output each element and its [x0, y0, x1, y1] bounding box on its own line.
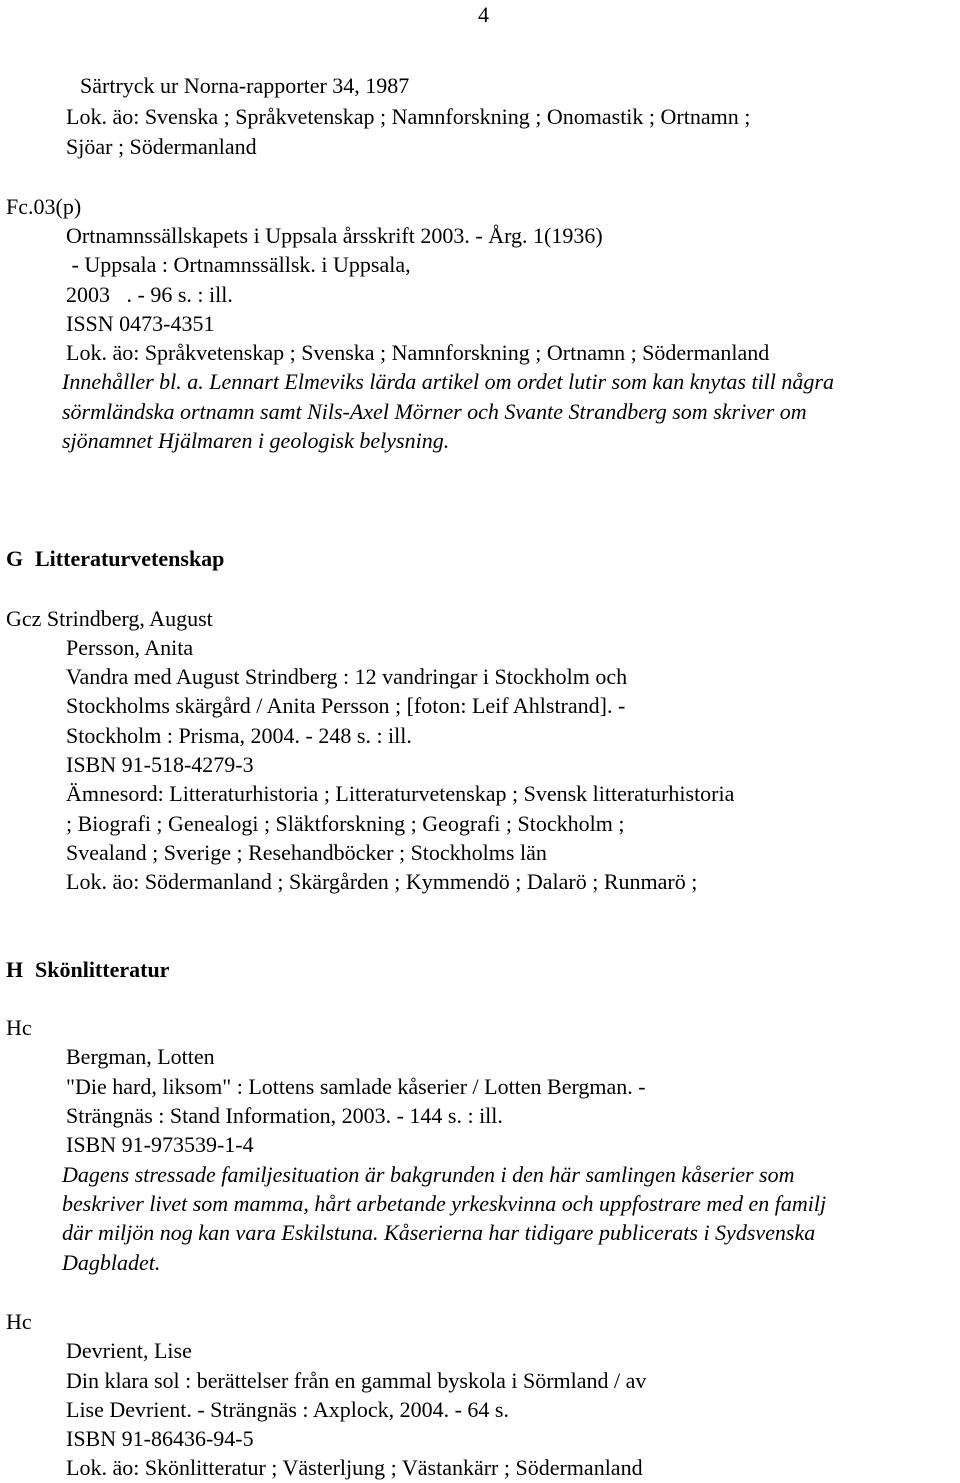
section-h-entry1-abstract-3: där miljön nog kan vara Eskilstuna. Kåserierna har tidigare publicerats i Sydsvenska — [62, 1220, 816, 1245]
section-h-entry1-line-3: Strängnäs : Stand Information, 2003. - 144 s. : ill. — [66, 1103, 503, 1128]
block2-abstract-2: sörmländska ortnamn samt Nils-Axel Mörner och Svante Strandberg som skriver om — [62, 399, 807, 424]
section-g-code-line: Gcz Strindberg, August — [6, 606, 213, 631]
section-h-entry2-line-4: ISBN 91-86436-94-5 — [66, 1426, 254, 1451]
block2-abstract-3: sjönamnet Hjälmaren i geologisk belysning. — [62, 428, 450, 453]
section-g-title: Litteraturvetenskap — [35, 546, 225, 571]
section-h-entry1-line-4: ISBN 91-973539-1-4 — [66, 1132, 254, 1157]
block2-line-2: - Uppsala : Ortnamnssällsk. i Uppsala, — [66, 252, 411, 277]
section-g-line-9: Lok. äo: Södermanland ; Skärgården ; Kymmendö ; Dalarö ; Runmarö ; — [66, 869, 698, 894]
block1-line-1: Särtryck ur Norna-rapporter 34, 1987 — [80, 73, 410, 98]
block2-abstract-1: Innehåller bl. a. Lennart Elmeviks lärda artikel om ordet lutir som kan knytas till några — [62, 369, 834, 394]
section-h-entry1-line-2: "Die hard, liksom" : Lottens samlade kåserier / Lotten Bergman. - — [66, 1074, 646, 1099]
section-g-line-4: Stockholm : Prisma, 2004. - 248 s. : ill. — [66, 723, 412, 748]
section-h-entry2-line-5: Lok. äo: Skönlitteratur ; Västerljung ; Västankärr ; Södermanland — [66, 1455, 643, 1480]
block2-line-1: Ortnamnssällskapets i Uppsala årsskrift 2003. - Årg. 1(1936) — [66, 223, 603, 248]
block1-line-3: Sjöar ; Södermanland — [66, 134, 257, 159]
section-g-line-2: Vandra med August Strindberg : 12 vandringar i Stockholm och — [66, 664, 628, 689]
section-h-entry2-line-1: Devrient, Lise — [66, 1338, 192, 1363]
block2-line-3: 2003 . - 96 s. : ill. — [66, 282, 233, 307]
section-g-heading — [6, 544, 224, 573]
page-number: 4 — [478, 2, 489, 27]
section-h-title: Skönlitteratur — [35, 957, 170, 982]
section-g-line-6: Ämnesord: Litteraturhistoria ; Litteraturvetenskap ; Svensk litteraturhistoria — [66, 781, 735, 806]
section-h-entry1-abstract-4: Dagbladet. — [62, 1250, 161, 1275]
section-g-letter: G — [6, 546, 24, 571]
block2-line-5: Lok. äo: Språkvetenskap ; Svenska ; Namnforskning ; Ortnamn ; Södermanland — [66, 340, 770, 365]
section-h-heading — [6, 955, 169, 984]
section-h-letter: H — [6, 957, 24, 982]
section-g-line-3: Stockholms skärgård / Anita Persson ; [foton: Leif Ahlstrand]. - — [66, 693, 626, 718]
section-h-entry2-line-2: Din klara sol : berättelser från en gammal byskola i Sörmland / av — [66, 1368, 647, 1393]
section-h-entry1-abstract-1: Dagens stressade familjesituation är bakgrunden i den här samlingen kåserier som — [62, 1162, 795, 1187]
section-g-line-7: ; Biografi ; Genealogi ; Släktforskning ; Geografi ; Stockholm ; — [66, 811, 625, 836]
block2-code: Fc.03(p) — [6, 194, 82, 219]
section-h-entry2-code: Hc — [6, 1309, 32, 1334]
section-g-line-8: Svealand ; Sverige ; Resehandböcker ; Stockholms län — [66, 840, 547, 865]
block1-line-2: Lok. äo: Svenska ; Språkvetenskap ; Namnforskning ; Onomastik ; Ortnamn ; — [66, 104, 751, 129]
section-h-entry1-code: Hc — [6, 1015, 32, 1040]
section-g-line-1: Persson, Anita — [66, 635, 194, 660]
section-h-entry1-line-1: Bergman, Lotten — [66, 1044, 215, 1069]
section-g-line-5: ISBN 91-518-4279-3 — [66, 752, 254, 777]
block2-line-4: ISSN 0473-4351 — [66, 311, 215, 336]
section-h-entry1-abstract-2: beskriver livet som mamma, hårt arbetande yrkeskvinna och uppfostrare med en familj — [62, 1191, 827, 1216]
section-h-entry2-line-3: Lise Devrient. - Strängnäs : Axplock, 2004. - 64 s. — [66, 1397, 509, 1422]
